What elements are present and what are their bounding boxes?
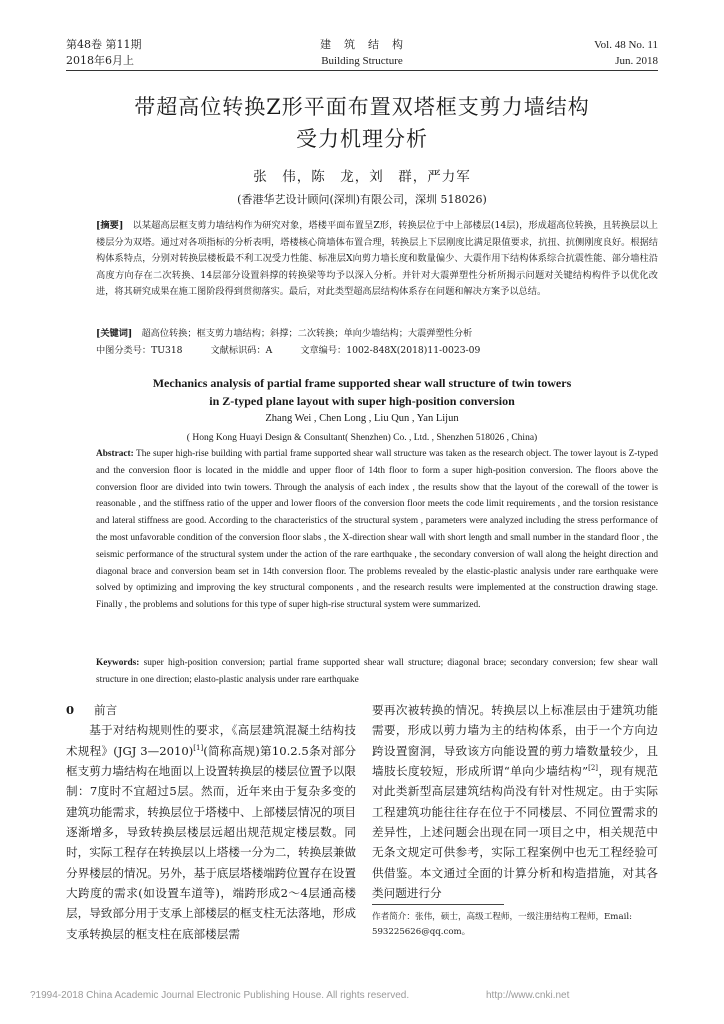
header-rule xyxy=(66,70,658,71)
copyright-footer: ?1994-2018 China Academic Journal Electronic Publishing House. All rights reserved. xyxy=(30,990,410,1001)
reference-2[interactable]: [2] xyxy=(588,764,599,773)
title-en-line2: in Z-typed plane layout with super high-position conversion xyxy=(209,394,515,408)
header-journal-en: Building Structure xyxy=(321,55,403,67)
body-text-right-2: ，现有规范对此类新型高层建筑结构尚没有针对性规定。由于实际工程建筑功能往往存在位于不同楼层、不同位置需求的差异性，上述问题会出现在同一项目之中，相关规范中无条文规定可供参考，实际工程案例中也无工程经验可供借鉴。本文通过全面的计算分析和构造措施，对其各类问题进行分 xyxy=(372,764,658,901)
body-text-left-2: (简称高规)第10.2.5条对部分框支剪力墙结构在地面以上设置转换层的楼层位置予以限制：7度时不宜超过5层。然而，近年来由于复杂多变的建筑功能需求，转换层位于塔楼中、上部楼层情况的项目逐渐增多，导致转换层楼层远超出规范规定楼层数。同时，实际工程存在转换层以上塔楼一分为二，转换层兼做分界楼层的情况。另外，基于底层塔楼端跨位置存在设置大跨度的需求(如设置车道等)，端跨形成2～4层通高楼层，导致部分用于支承上部楼层的框支柱无法落地，形成支承转换层的框支柱在底部楼层需 xyxy=(66,743,356,941)
body-text-left-1: 基于对结构规则性的要求，《高层建筑混凝土结构技术规程》(JGJ 3—2010) xyxy=(66,723,356,758)
authors-en: Zhang Wei , Chen Long , Liu Qun , Yan Lijun xyxy=(265,413,459,424)
clc-number: 中图分类号：TU318 xyxy=(96,345,183,356)
abstract-en-text: The super high-rise building with partial frame supported shear wall structure was taken as the research object. The tower layout is Z-typed and the conversion floor is located in the middle and upper floor of 14th floor to form a super high-position conversion. The floors above the conversion floor are divided into twin towers. Through the analysis of each index , the results show that the layout of the corewall of the tower is reasonable , and the stiffness ratio of the upper and lower floors of the conversion floor meets the code limit requirements , and the torsion resistance and lateral stiffness are good. According to the characteristics of the structural system , parameters were analyzed including the stress performance of the most unfavorable condition of the conversion floor slabs , the X-direction shear wall with short length and small number in the standard floor , the seismic performance of the structural system under the action of the rare earthquake , the secondary conversion of wall along the height direction and diagonal brace and conversion beam set in 14th conversion floor. The problems revealed by the elastic-plastic analysis under rare earthquake were solved by optimizing and improving the key structural components , and the research results were implemented at the construction drawing stage. Finally , the problems and solutions for this type of super high-rise structural system were summarized. xyxy=(96,449,658,611)
article-number: 文章编号：1002-848X(2018)11-0023-09 xyxy=(300,345,481,356)
section-number: 0 xyxy=(66,703,75,717)
header-volume-en: Vol. 48 No. 11 xyxy=(594,39,658,51)
keywords-en xyxy=(96,655,658,689)
title-cn-line2: 受力机理分析 xyxy=(296,127,428,151)
section-heading xyxy=(66,700,356,720)
affiliation-en: ( Hong Kong Huayi Design & Consultant( Shenzhen) Co. , Ltd. , Shenzhen 518026 , China) xyxy=(186,433,538,443)
document-code: 文献标识码：A xyxy=(210,345,273,356)
authors-cn: 张 伟，陈 龙，刘 群，严力军 xyxy=(253,169,471,185)
header-journal-cn: 建 筑 结 构 xyxy=(320,38,404,51)
keywords-en-label: Keywords: xyxy=(96,658,140,668)
classification-row xyxy=(96,343,508,359)
affiliation-cn: (香港华艺设计顾问(深圳)有限公司，深圳 518026) xyxy=(237,193,487,206)
title-cn-line1: 带超高位转换Z形平面布置双塔框支剪力墙结构 xyxy=(134,95,590,119)
reference-1[interactable]: [1] xyxy=(193,743,204,752)
keywords-cn-text: 超高位转换；框支剪力墙结构；斜撑；二次转换；单向少墙结构；大震弹塑性分析 xyxy=(141,328,473,339)
abstract-cn-text: 以某超高层框支剪力墙结构作为研究对象，塔楼平面布置呈Z形，转换层位于中上部楼层(14层)，形成超高位转换，且转换层以上楼层分为双塔。通过对各项指标的分析表明，塔楼核心筒墙体布置合理，转换层上下层刚度比满足限值要求，抗扭、抗侧刚度良好。根据结构体系特点，分别对转换层楼板最不利工况受力性能、标准层X向剪力墙长度和数量偏少、大震作用下结构体系综合抗震性能、部分墙柱沿高度方向存在二次转换、14层部分设置斜撑的转换梁等均予以深入分析。并针对大震弹塑性分析所揭示问题对关键结构构件予以优化改进，将其研究成果在施工图阶段得到贯彻落实。最后，对此类型超高层结构体系存在问题和解决方案予以总结。 xyxy=(96,220,658,297)
footnote-rule xyxy=(372,904,504,905)
keywords-en-text: super high-position conversion; partial frame supported shear wall structure; diagonal brace; secondary conversion; few shear wall structure in one direction; elasto-plastic analysis under rare earthquake xyxy=(96,658,658,685)
title-en-line1: Mechanics analysis of partial frame supported shear wall structure of twin towers xyxy=(152,376,572,390)
body-paragraph-left xyxy=(66,720,356,944)
body-right-column xyxy=(372,700,658,903)
abstract-cn xyxy=(96,218,658,301)
abstract-cn-label: [摘要] xyxy=(96,220,124,231)
body-text-right-1: 要再次被转换的情况。转换层以上标准层由于建筑功能需要，形成以剪力墙为主的结构体系，由于一个方向边跨设置窗洞，导致该方向能设置的剪力墙数量较少，且墙肢长度较短，形成所谓“单向少墙结构” xyxy=(372,703,658,779)
keywords-cn-label: [关键词] xyxy=(96,328,133,339)
author-footnote: 作者简介：张伟，硕士，高级工程师，一级注册结构工程师，Email: 593225626@qq.com。 xyxy=(372,912,632,937)
keywords-cn xyxy=(96,326,500,342)
abstract-en-label: Abstract: xyxy=(96,449,134,459)
body-left-column xyxy=(66,700,356,944)
cnki-url[interactable]: http://www.cnki.net xyxy=(486,990,570,1001)
body-paragraph-right xyxy=(372,700,658,903)
header-date-cn: 2018年6月上 xyxy=(66,54,134,67)
abstract-en xyxy=(96,446,658,614)
section-title: 前言 xyxy=(94,703,118,717)
header-date-en: Jun. 2018 xyxy=(615,55,658,67)
header-volume-cn: 第48卷 第11期 xyxy=(66,38,142,51)
